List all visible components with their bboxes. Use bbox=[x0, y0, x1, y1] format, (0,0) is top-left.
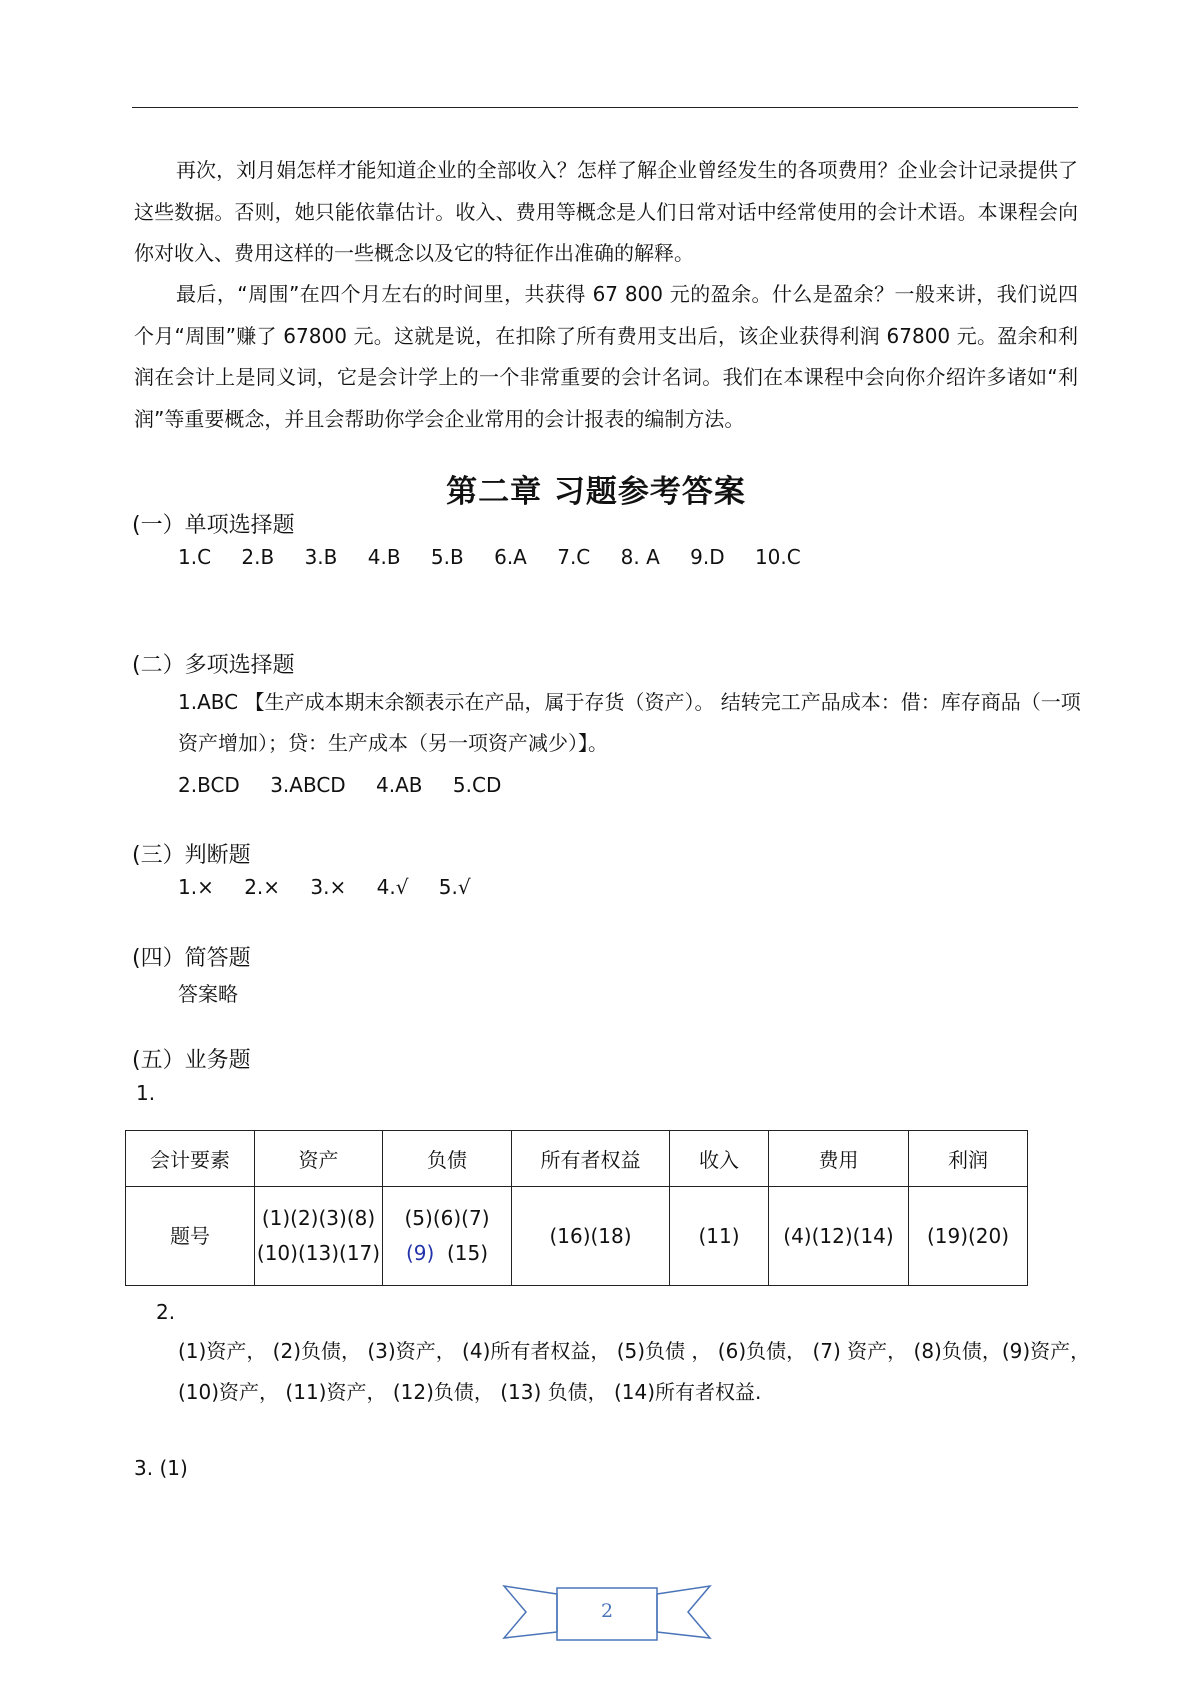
section-heading-multi-choice: (二）多项选择题 bbox=[132, 653, 295, 678]
page-number: 2 bbox=[600, 1600, 614, 1622]
answer-item: 10.C bbox=[754, 545, 801, 569]
table-cell-equity: (16)(18) bbox=[512, 1187, 670, 1286]
section-heading-single-choice: (一）单项选择题 bbox=[132, 513, 295, 538]
table-header-cell: 资产 bbox=[255, 1131, 383, 1187]
section-heading-true-false: (三）判断题 bbox=[132, 843, 251, 868]
table-cell-profit: (19)(20) bbox=[909, 1187, 1028, 1286]
answer-item: 4.√ bbox=[376, 875, 409, 899]
table-row-label: 题号 bbox=[126, 1187, 255, 1286]
question-1-label: 1. bbox=[136, 1081, 156, 1105]
intro-paragraph-2: 最后，“周围”在四个月左右的时间里，共获得 67 800 元的盈余。什么是盈余？一般来讲，我们说四个月“周围”赚了 67800 元。这就是说，在扣除了所有费用支出后，该企业获得利润 67800 元。盈余和利润在会计上是同义词，它是会计学上的一个非常重要的会计名词。我们在本课程中会向你介绍许多诸如“利润”等重要概念，并且会帮助你学会企业常用的会计报表的编制方法。 bbox=[134, 282, 1078, 431]
answer-item: 5.CD bbox=[452, 773, 502, 797]
answer-item: 4.AB bbox=[376, 773, 423, 797]
cell-line: (10)(13)(17) bbox=[256, 1241, 381, 1265]
question-3-label: 3. (1) bbox=[134, 1456, 188, 1480]
answer-item: 9.D bbox=[690, 545, 725, 569]
answer-item: 3.B bbox=[304, 545, 338, 569]
cell-line: (5)(6)(7) bbox=[404, 1206, 490, 1230]
table-header-cell: 负债 bbox=[383, 1131, 512, 1187]
answer-item: 6.A bbox=[494, 545, 527, 569]
cell-line bbox=[383, 1236, 511, 1271]
answer-item: 5.√ bbox=[438, 875, 471, 899]
question-2-answers: (1)资产， (2)负债， (3)资产， (4)所有者权益， (5)负债 ， (6)负债， (7) 资产， (8)负债，(9)资产， (10)资产， (11)资产， (12)负债， (13) 负债， (14)所有者权益. bbox=[178, 1339, 1091, 1404]
answer-item: 2.× bbox=[244, 875, 281, 899]
section-heading-short-answer: (四）简答题 bbox=[132, 946, 251, 971]
answer-item: 2.BCD bbox=[178, 773, 240, 797]
table-header-cell: 收入 bbox=[670, 1131, 769, 1187]
true-false-answers bbox=[178, 875, 495, 899]
multi-choice-answers bbox=[178, 773, 525, 797]
answer-item: 1.× bbox=[178, 875, 214, 899]
table-cell-assets bbox=[255, 1187, 383, 1286]
header-rule bbox=[132, 107, 1078, 108]
question-2-label: 2. bbox=[156, 1300, 176, 1324]
table-header-cell: 利润 bbox=[909, 1131, 1028, 1187]
table-header-cell: 会计要素 bbox=[126, 1131, 255, 1187]
table-header-row bbox=[126, 1131, 1028, 1187]
answer-item: 4.B bbox=[367, 545, 401, 569]
table-header-cell: 费用 bbox=[769, 1131, 909, 1187]
section-heading-business: (五）业务题 bbox=[132, 1048, 251, 1073]
chapter-title: 第二章 习题参考答案 bbox=[446, 474, 746, 510]
answer-item: 5.B bbox=[430, 545, 464, 569]
answer-item: 3.× bbox=[310, 875, 347, 899]
answer-item: 7.C bbox=[557, 545, 591, 569]
table-cell-expense: (4)(12)(14) bbox=[769, 1187, 909, 1286]
answer-item: 3.ABCD bbox=[270, 773, 346, 797]
answer-item: 2.B bbox=[241, 545, 275, 569]
intro-paragraph-1: 再次，刘月娟怎样才能知道企业的全部收入？怎样了解企业曾经发生的各项费用？企业会计记录提供了这些数据。否则，她只能依靠估计。收入、费用等概念是人们日常对话中经常使用的会计术语。本课程会向你对收入、费用这样的一些概念以及它的特征作出准确的解释。 bbox=[134, 158, 1078, 265]
answer-item: 1.C bbox=[178, 545, 212, 569]
short-answer-text: 答案略 bbox=[178, 982, 238, 1006]
cell-text: (15) bbox=[447, 1241, 489, 1265]
table-row bbox=[126, 1187, 1028, 1286]
page-number-ribbon bbox=[502, 1578, 712, 1648]
single-choice-answers bbox=[178, 545, 825, 569]
table-cell-revenue: (11) bbox=[670, 1187, 769, 1286]
cell-line: (1)(2)(3)(8) bbox=[261, 1206, 376, 1230]
multi-choice-answer-1: 1.ABC 【生产成本期末余额表示在产品，属于存货（资产）。 结转完工产品成本：借：库存商品（一项资产增加）；贷：生产成本（另一项资产减少）】。 bbox=[178, 690, 1081, 755]
table-cell-liabilities bbox=[383, 1187, 512, 1286]
highlighted-item: (9) bbox=[405, 1241, 435, 1265]
accounting-elements-table bbox=[125, 1130, 1028, 1286]
answer-item: 8. A bbox=[620, 545, 660, 569]
table-header-cell: 所有者权益 bbox=[512, 1131, 670, 1187]
